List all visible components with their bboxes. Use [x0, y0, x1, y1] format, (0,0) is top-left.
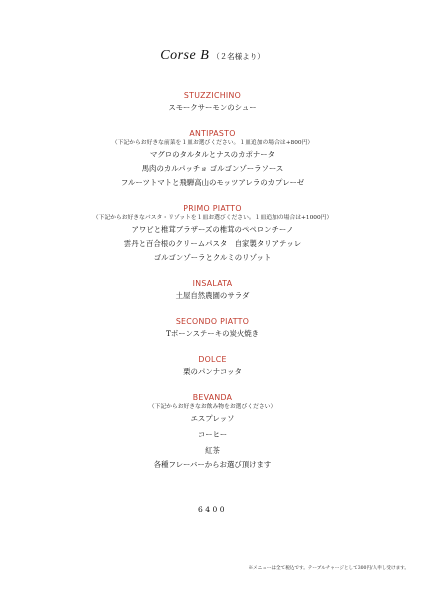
section-insalata — [0, 278, 425, 303]
section-heading: ANTIPASTO — [189, 129, 236, 138]
menu-item: 栗のパンナコッタ — [183, 367, 242, 376]
menu-item: エスプレッソ — [190, 414, 235, 423]
section-heading: DOLCE — [198, 355, 227, 364]
section-bevanda — [0, 392, 425, 472]
section-heading: SECONDO PIATTO — [175, 317, 250, 326]
section-antipasto — [0, 128, 425, 190]
menu-item: 雲丹と百合根のクリームパスタ 自家製タリアテッレ — [123, 239, 302, 248]
menu-item: コーヒー — [197, 430, 228, 439]
section-heading: PRIMO PIATTO — [183, 204, 242, 213]
section-note: （下記からお好きなお飲み物をお選びください） — [148, 404, 277, 410]
menu-item: スモークサーモンのシュー — [168, 103, 257, 112]
section-heading: INSALATA — [192, 279, 233, 288]
section-primo-piatto — [0, 203, 425, 265]
course-price: 6400 — [197, 505, 228, 514]
section-dolce — [0, 354, 425, 379]
menu-item: フルーツトマトと飛騨高山のモッツアレラのカプレーゼ — [120, 178, 305, 187]
section-note: （下記からお好きな前菜を１皿お選びください。１皿追加の場合は+800円） — [111, 140, 314, 146]
menu-item: Tボーンステーキの炭火焼き — [165, 329, 260, 338]
tax-and-charge-note: ※メニューは全て税込です。テーブルチャージとして300円/人申し受けます。 — [248, 566, 409, 571]
menu-item: ゴルゴンゾーラとクルミのリゾット — [153, 253, 272, 262]
course-title — [0, 44, 425, 64]
menu-item: 土屋自然農園のサラダ — [175, 291, 250, 300]
menu-item: アワビと椎茸ブラザーズの椎茸のペペロンチーノ — [131, 225, 294, 234]
course-minimum-note: （２名様より） — [212, 52, 265, 61]
course-name: Corse B — [160, 48, 210, 63]
section-stuzzichino — [0, 90, 425, 115]
menu-item: 各種フレーバーからお選び頂けます — [153, 460, 272, 469]
section-heading: BEVANDA — [192, 393, 233, 402]
menu-item: 馬肉のカルパッチョ ゴルゴンゾーラソース — [141, 164, 284, 173]
menu-item: 紅茶 — [205, 446, 220, 455]
section-heading: STUZZICHINO — [183, 91, 242, 100]
section-note: （下記からお好きなパスタ・リゾットを１皿お選びください。１皿追加の場合は+1000円） — [92, 215, 333, 221]
menu-item: マグロのタルタルとナスのカポナータ — [149, 150, 276, 159]
section-secondo-piatto — [0, 316, 425, 341]
menu-sections — [0, 90, 425, 485]
